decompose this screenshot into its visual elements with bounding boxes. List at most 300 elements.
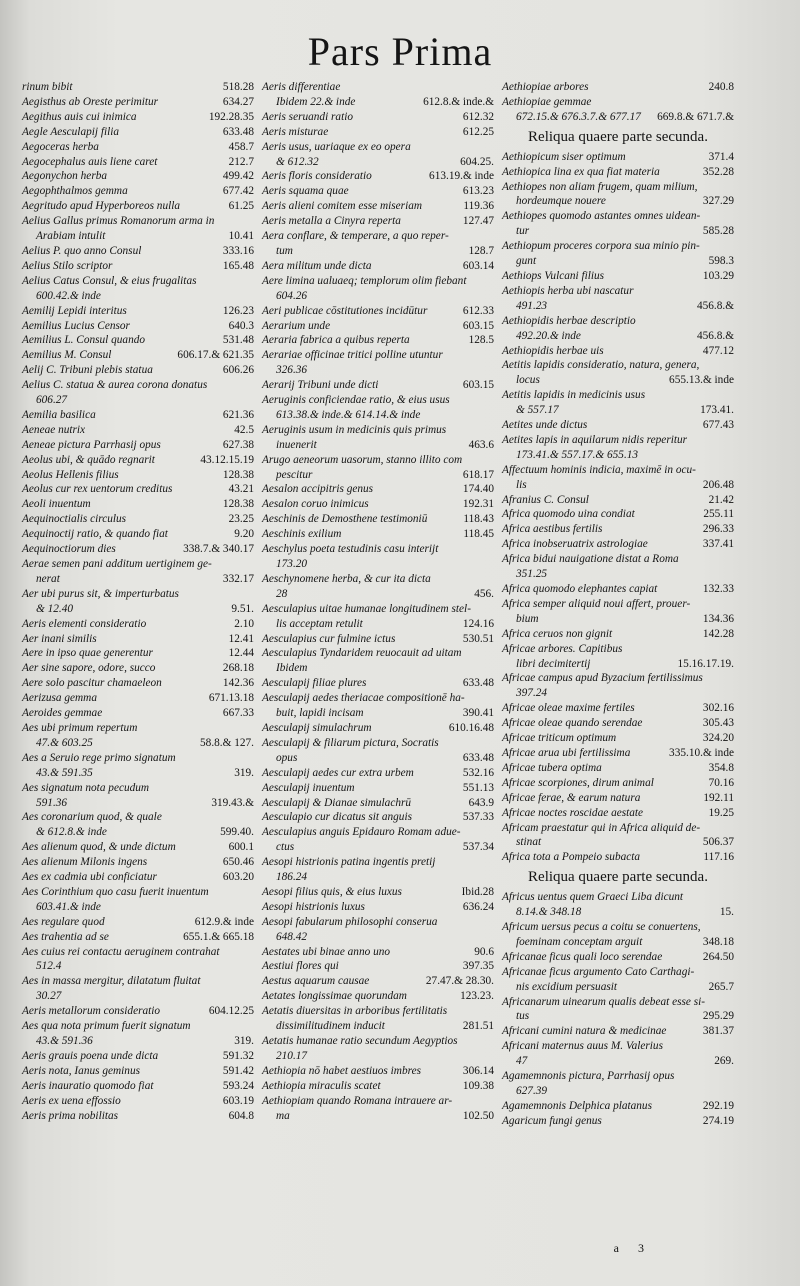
index-entry — [262, 482, 494, 497]
entry-term: Africa quomodo elephantes capiat — [502, 583, 658, 595]
entry-term: Aesculapij aedes cur extra urbem — [262, 766, 414, 779]
index-entry — [22, 676, 254, 691]
entry-reference: 518.28 — [222, 81, 254, 93]
index-entry — [262, 512, 494, 527]
entry-term: Africum uersus pecus a coitu se conuertens, — [502, 921, 701, 934]
entry-term: Aegonychon herba — [22, 170, 108, 183]
index-entry — [502, 627, 734, 642]
entry-continuation: 512.4 — [36, 960, 62, 973]
index-entry — [22, 527, 254, 542]
entry-reference: 23.25 — [228, 513, 254, 526]
entry-reference: 354.8 — [708, 761, 734, 774]
entry-term: Aegisthus ab Oreste perimitur — [22, 95, 159, 108]
entry-reference: 677.43 — [702, 419, 734, 432]
entry-term: Aera militum unde dicta — [262, 259, 372, 272]
entry-reference: 324.20 — [702, 732, 734, 745]
index-entry — [22, 169, 254, 184]
entry-reference: 640.3 — [228, 319, 254, 332]
entry-continuation: nerat — [36, 572, 60, 585]
entry-term: Aeris prima nobilitas — [22, 1109, 119, 1122]
index-entry — [22, 214, 254, 244]
index-entry — [502, 731, 734, 746]
entry-reference: 612.33 — [462, 304, 494, 317]
entry-reference: 532.16 — [462, 766, 494, 779]
index-entry — [22, 617, 254, 632]
entry-term: Aeris seruandi ratio — [262, 110, 354, 123]
index-entry — [22, 363, 254, 378]
entry-term: Aethiopiam quando Romana intrauere ar- — [262, 1094, 453, 1107]
entry-continuation: lis acceptam retulit — [276, 617, 363, 630]
entry-term: Aeris misturae — [262, 125, 329, 138]
entry-reference: 192.31 — [462, 498, 494, 511]
entry-reference: 610.16.48 — [448, 721, 494, 734]
index-entry — [262, 542, 494, 572]
entry-term: Aemilius M. Consul — [22, 349, 112, 362]
entry-term: Aesculapij & filiarum pictura, Socratis — [262, 736, 439, 749]
index-entry — [502, 239, 734, 269]
entry-term: Aethiopicum siser optimum — [502, 150, 626, 163]
entry-reference: 206.48 — [702, 478, 734, 491]
index-entry — [262, 319, 494, 334]
entry-reference: 506.37 — [702, 836, 734, 849]
entry-continuation: 326.36 — [276, 364, 308, 377]
entry-continuation: tur — [516, 225, 530, 238]
entry-continuation: Arabiam intulit — [36, 230, 106, 243]
entry-continuation: pescitur — [276, 468, 313, 481]
index-entry — [502, 671, 734, 701]
entry-reference: 604.25. — [460, 155, 494, 168]
entry-reference: 268.18 — [222, 662, 254, 675]
entry-term: Aes trahentia ad se — [22, 930, 109, 943]
entry-reference: 264.50 — [702, 950, 734, 963]
entry-term: Aes a Seruio rege primo signatum — [22, 751, 176, 764]
entry-term: Africa bidui nauigatione distat a Roma — [502, 553, 679, 566]
entry-term: Aetites lapis in aquilarum nidis reperitur — [502, 433, 688, 446]
entry-reference: 603.15 — [462, 379, 494, 392]
entry-term: Aerariae officinae tritici polline utuntur — [262, 349, 443, 362]
entry-reference: 27.47.& 28.30. — [425, 975, 494, 988]
index-entry — [502, 552, 734, 582]
index-entry — [502, 716, 734, 731]
entry-reference: 70.16 — [708, 776, 734, 789]
index-entry — [22, 1094, 254, 1109]
entry-term: Aethiopica lina ex qua fiat materia — [502, 165, 660, 178]
entry-term: Aesopi histrionis patina ingentis pretij — [262, 856, 436, 869]
entry-term: Aethiopiae gemmae — [502, 95, 592, 108]
entry-reference: 655.1.& 665.18 — [183, 930, 254, 943]
entry-reference: 173.41. — [700, 404, 734, 417]
index-entry — [502, 920, 734, 950]
entry-term: Aer inani similis — [22, 632, 97, 645]
entry-reference: 319.43.& — [211, 796, 254, 809]
index-entry — [502, 433, 734, 463]
entry-term: Aesculapij aedes theriacae compositionē ha- — [262, 692, 465, 705]
index-entry — [22, 751, 254, 781]
entry-term: Aethiopum proceres corpora sua minio pin- — [502, 240, 700, 253]
index-entry — [22, 497, 254, 512]
index-entry — [22, 721, 254, 751]
index-entry — [502, 950, 734, 965]
entry-continuation: 173.41.& 557.17.& 655.13 — [516, 448, 639, 461]
entry-term: Aeris differentiae — [262, 81, 341, 93]
entry-term: Aegophthalmos gemma — [22, 185, 128, 198]
entry-term: Africae arua ubi fertilissima — [502, 746, 631, 759]
index-entry — [502, 821, 734, 851]
entry-reference: 295.29 — [702, 1010, 734, 1023]
entry-reference: 319. — [234, 766, 254, 779]
entry-continuation: 28 — [276, 587, 288, 600]
index-entry — [502, 344, 734, 359]
entry-term: Aesalon coruo inimicus — [262, 498, 369, 511]
entry-reference: 337.41 — [702, 538, 734, 551]
index-entry — [262, 974, 494, 989]
index-entry — [22, 632, 254, 647]
entry-continuation: stinat — [516, 836, 542, 849]
index-entry — [502, 1099, 734, 1114]
entry-term: Aelius P. quo anno Consul — [22, 244, 142, 257]
entry-reference: 338.7.& 340.17 — [183, 543, 254, 556]
entry-reference: 142.36 — [222, 677, 254, 690]
entry-reference: Ibid.28 — [461, 885, 494, 898]
entry-term: Afranius C. Consul — [502, 493, 589, 506]
entry-reference: 458.7 — [228, 140, 254, 153]
index-entry — [22, 304, 254, 319]
entry-reference: 102.50 — [462, 1109, 494, 1122]
index-entry — [262, 214, 494, 229]
entry-continuation: libri decimitertij — [516, 657, 591, 670]
index-entry — [502, 314, 734, 344]
index-entry — [502, 180, 734, 210]
entry-reference: 12.44 — [228, 647, 254, 660]
entry-reference: 42.5 — [234, 423, 254, 436]
index-entry — [262, 1079, 494, 1094]
index-entry — [502, 1039, 734, 1069]
index-entry — [22, 184, 254, 199]
index-entry — [22, 557, 254, 587]
entry-term: Aegritudo apud Hyperboreos nulla — [22, 200, 181, 213]
entry-reference: 390.41 — [462, 707, 494, 720]
index-entry — [22, 423, 254, 438]
entry-term: Africani maternus auus M. Valerius — [502, 1040, 663, 1053]
entry-term: Aes Corinthium quo casu fuerit inuentum — [22, 885, 209, 898]
entry-term: Aes alienum Milonis ingens — [22, 856, 148, 869]
section-note: Reliqua quaere parte secunda. — [528, 128, 708, 145]
entry-reference: 633.48 — [222, 125, 254, 138]
entry-continuation: 397.24 — [516, 687, 548, 700]
entry-reference: 319. — [234, 1035, 254, 1047]
index-entry — [262, 572, 494, 602]
signature-mark: a 3 — [613, 1241, 652, 1255]
entry-term: Africa aestibus fertilis — [502, 523, 603, 536]
entry-reference: 456.8.& — [696, 329, 734, 342]
entry-term: Aetatis humanae ratio secundum Aegyptios — [262, 1035, 458, 1047]
index-entry — [502, 995, 734, 1025]
index-column-3 — [502, 80, 734, 1246]
entry-continuation: 604.26 — [276, 289, 308, 302]
index-entry — [22, 453, 254, 468]
entry-term: Aes cuius rei contactu aeruginem contrahat — [22, 945, 220, 958]
entry-reference: 174.40 — [462, 483, 494, 496]
entry-term: Aesculapij & Dianae simulachrū — [262, 796, 412, 809]
entry-continuation: bium — [516, 612, 539, 625]
entry-term: Aesculapij inuentum — [262, 781, 355, 794]
entry-reference: 603.19 — [222, 1094, 254, 1107]
entry-term: Aere limina ualuaeq; templorum olim fiebant — [262, 274, 467, 287]
entry-term: Aes qua nota primum fuerit signatum — [22, 1020, 191, 1033]
index-entry — [22, 1019, 254, 1049]
entry-term: Aethiopidis herbae uis — [502, 344, 604, 357]
entry-term: Africa tota a Pompeio subacta — [502, 851, 641, 864]
entry-reference: 499.42 — [222, 170, 254, 183]
entry-reference: 627.38 — [222, 438, 254, 451]
entry-reference: 109.38 — [462, 1079, 494, 1092]
entry-continuation: ma — [276, 1109, 290, 1122]
entry-reference: 613.23 — [462, 185, 494, 198]
entry-reference: 603.20 — [222, 871, 254, 884]
entry-continuation: foeminam conceptam arguit — [516, 935, 643, 948]
index-entry — [22, 646, 254, 661]
entry-term: Aequinoctialis circulus — [22, 513, 127, 526]
entry-term: Aemilia basilica — [22, 408, 96, 421]
index-entry — [502, 1069, 734, 1099]
index-entry — [262, 527, 494, 542]
index-entry — [22, 885, 254, 915]
entry-term: Aes alienum quod, & unde dictum — [22, 841, 176, 854]
entry-reference: 306.14 — [462, 1064, 494, 1077]
entry-reference: 281.51 — [462, 1020, 494, 1033]
entry-term: Africanarum uinearum qualis debeat esse si- — [502, 995, 706, 1008]
entry-reference: 12.41 — [228, 632, 254, 645]
entry-term: Aelij C. Tribuni plebis statua — [22, 364, 153, 377]
index-entry — [22, 110, 254, 125]
entry-term: Aes in massa mergitur, dilatatum fluitat — [22, 975, 201, 988]
entry-reference: 397.35 — [462, 960, 494, 973]
index-entry — [22, 140, 254, 155]
entry-continuation: 603.41.& inde — [36, 900, 101, 913]
entry-term: Aeoli inuentum — [22, 498, 91, 511]
entry-reference: 292.19 — [702, 1099, 734, 1112]
entry-term: Africae scorpiones, dirum animal — [502, 776, 654, 789]
index-entry — [502, 1024, 734, 1039]
entry-term: Aesculapius anguis Epidauro Romam adue- — [262, 826, 461, 839]
index-entry — [502, 80, 734, 95]
entry-reference: 612.8.& inde.& — [423, 95, 494, 108]
index-entry — [22, 810, 254, 840]
entry-reference: 650.46 — [222, 856, 254, 869]
index-entry — [262, 855, 494, 885]
index-entry — [502, 463, 734, 493]
entry-reference: 15. — [719, 906, 734, 919]
index-entry — [22, 706, 254, 721]
entry-term: Aemilius L. Consul quando — [22, 334, 146, 347]
index-entry — [262, 766, 494, 781]
index-entry — [262, 736, 494, 766]
entry-term: Aetitis lapidis consideratio, natura, genera, — [502, 359, 700, 372]
index-entry — [262, 348, 494, 378]
entry-term: Aeris squama quae — [262, 185, 349, 198]
entry-reference: 669.8.& 671.7.& — [657, 110, 734, 123]
entry-reference: 332.17 — [222, 572, 254, 585]
entry-reference: 606.26 — [222, 364, 254, 377]
index-entry — [22, 155, 254, 170]
entry-term: Aegithus auis cui inimica — [22, 110, 137, 123]
entry-reference: 305.43 — [702, 717, 734, 730]
index-entry — [22, 512, 254, 527]
entry-reference: 124.16 — [462, 617, 494, 630]
index-entry — [502, 746, 734, 761]
entry-continuation: 43.& 591.35 — [36, 766, 93, 779]
entry-reference: 255.11 — [703, 508, 734, 521]
entry-reference: 269. — [714, 1055, 734, 1068]
entry-reference: 9.20 — [234, 528, 254, 541]
index-entry — [22, 199, 254, 214]
index-entry — [502, 507, 734, 522]
entry-continuation: Ibidem — [276, 662, 308, 675]
entry-term: Aeris metallorum consideratio — [22, 1005, 161, 1018]
entry-continuation: Ibidem 22.& inde — [276, 95, 356, 108]
entry-term: Aeroides gemmae — [22, 707, 103, 720]
entry-reference: 19.25 — [708, 806, 734, 819]
entry-continuation: 606.27 — [36, 394, 68, 407]
entry-term: Aemilius Lucius Censor — [22, 319, 130, 332]
entry-reference: 192.11 — [703, 791, 734, 804]
index-entry — [502, 1114, 734, 1129]
entry-term: Aeris inauratio quomodo fiat — [22, 1079, 154, 1092]
index-entry — [22, 915, 254, 930]
entry-reference: 655.13.& inde — [669, 374, 734, 387]
entry-reference: 265.7 — [708, 980, 734, 993]
entry-reference: 118.45 — [463, 528, 494, 541]
entry-term: Aeris ex uena effossio — [22, 1094, 121, 1107]
entry-term: Aera conflare, & temperare, a quo reper- — [262, 230, 449, 243]
entry-term: Aerarium unde — [262, 319, 331, 332]
index-column-2 — [262, 80, 494, 1246]
index-entry — [22, 125, 254, 140]
entry-term: Africanae ficus argumento Cato Carthagi- — [502, 965, 695, 978]
index-entry — [262, 274, 494, 304]
index-entry — [262, 453, 494, 483]
index-entry — [262, 1034, 494, 1064]
entry-term: Aeruginis conficiendae ratio, & eius usus — [262, 394, 450, 407]
index-entry — [502, 701, 734, 716]
entry-term: Africanae ficus quali loco serendae — [502, 950, 663, 963]
index-entry — [22, 319, 254, 334]
entry-reference: 456. — [474, 587, 494, 600]
entry-term: Africa quomodo uina condiat — [502, 508, 635, 521]
index-entry — [502, 165, 734, 180]
entry-reference: 127.47 — [462, 215, 494, 228]
index-entry — [262, 378, 494, 393]
entry-reference: 633.48 — [462, 677, 494, 690]
entry-continuation: buit, lapidi incisam — [276, 707, 364, 720]
entry-continuation: 627.39 — [516, 1085, 548, 1097]
index-entry — [262, 781, 494, 796]
index-entry — [22, 468, 254, 483]
entry-reference: 212.7 — [228, 155, 254, 168]
entry-term: Affectuum hominis indicia, maximē in ocu- — [502, 463, 696, 476]
entry-term: Aeschinis exilium — [262, 528, 342, 541]
index-entry — [262, 80, 494, 110]
section-note: Reliqua quaere parte secunda. — [528, 869, 708, 886]
entry-reference: 599.40. — [220, 826, 254, 839]
entry-term: Aeschinis de Demosthene testimoniū — [262, 513, 428, 526]
index-entry — [262, 333, 494, 348]
entry-term: Aesalon accipitris genus — [262, 483, 374, 496]
entry-term: Aequinoctiorum dies — [22, 543, 116, 556]
index-entry — [502, 776, 734, 791]
entry-reference: 593.24 — [222, 1079, 254, 1092]
entry-reference: 633.48 — [462, 751, 494, 764]
entry-term: Agamemnonis Delphica platanus — [502, 1099, 652, 1112]
entry-term: Africae campus apud Byzacium fertilissimus — [502, 672, 703, 685]
entry-reference: 128.38 — [222, 468, 254, 481]
entry-term: Africani cumini natura & medicinae — [502, 1025, 667, 1038]
entry-continuation: & 612.8.& inde — [36, 826, 107, 839]
index-entry — [22, 870, 254, 885]
entry-reference: 335.10.& inde — [669, 746, 734, 759]
index-entry — [262, 423, 494, 453]
entry-term: Aer ubi purus sit, & imperturbatus — [22, 587, 179, 600]
entry-term: Aerarij Tribuni unde dicti — [262, 379, 379, 392]
entry-reference: 43.21 — [228, 483, 254, 496]
index-entry — [262, 646, 494, 676]
entry-reference: 531.48 — [222, 334, 254, 347]
entry-term: Arugo aeneorum uasorum, stanno illito com — [262, 453, 463, 466]
entry-reference: 43.12.15.19 — [200, 453, 254, 466]
entry-term: Africa inobseruatrix astrologiae — [502, 538, 648, 551]
entry-term: Aesculapius cur fulmine ictus — [262, 632, 396, 645]
entry-reference: 10.41 — [228, 230, 254, 243]
entry-term: Aelius Catus Consul, & eius frugalitas — [22, 274, 197, 287]
entry-term: Aetites unde dictus — [502, 419, 588, 432]
entry-term: Aesculapius Tyndaridem reuocauit ad uitam — [262, 647, 462, 660]
entry-term: Africa semper aliquid noui affert, prouer- — [502, 597, 691, 610]
entry-reference: 348.18 — [702, 935, 734, 948]
entry-reference: 118.43 — [463, 513, 494, 526]
index-entry — [22, 348, 254, 363]
index-entry — [262, 796, 494, 811]
entry-term: Aes ex cadmia ubi conficiatur — [22, 871, 157, 884]
index-entry — [262, 632, 494, 647]
entry-reference: 600.1 — [228, 841, 254, 854]
index-entry — [502, 791, 734, 806]
entry-reference: 9.51. — [231, 602, 254, 615]
entry-reference: 296.33 — [702, 523, 734, 536]
entry-term: Aethiopis herba ubi nascatur — [502, 284, 634, 297]
entry-term: Aeris usus, uariaque ex eo opera — [262, 140, 411, 153]
entry-term: Aethiopia nō habet aestiuos imbres — [262, 1064, 421, 1077]
entry-term: Aethiopia miraculis scatet — [262, 1079, 381, 1092]
entry-continuation: 30.27 — [36, 990, 62, 1003]
index-entry — [22, 587, 254, 617]
entry-term: Aeris elementi consideratio — [22, 617, 147, 630]
entry-continuation: hordeumque nouere — [516, 195, 606, 208]
entry-reference: 551.13 — [462, 781, 494, 794]
index-entry — [262, 169, 494, 184]
entry-reference: 2.10 — [234, 617, 254, 630]
entry-reference: 677.42 — [222, 185, 254, 198]
entry-continuation: 43.& 591.36 — [36, 1035, 93, 1047]
entry-term: Aeris nota, Ianus geminus — [22, 1064, 140, 1077]
index-entry — [262, 497, 494, 512]
entry-term: Africae oleae quando serendae — [502, 717, 643, 730]
index-entry — [262, 676, 494, 691]
entry-reference: 613.19.& inde — [429, 170, 494, 183]
entry-reference: 671.13.18 — [208, 692, 254, 705]
entry-reference: 667.33 — [222, 707, 254, 720]
entry-term: Aethiopes non aliam frugem, quam milium, — [502, 180, 698, 193]
index-entry — [262, 602, 494, 632]
